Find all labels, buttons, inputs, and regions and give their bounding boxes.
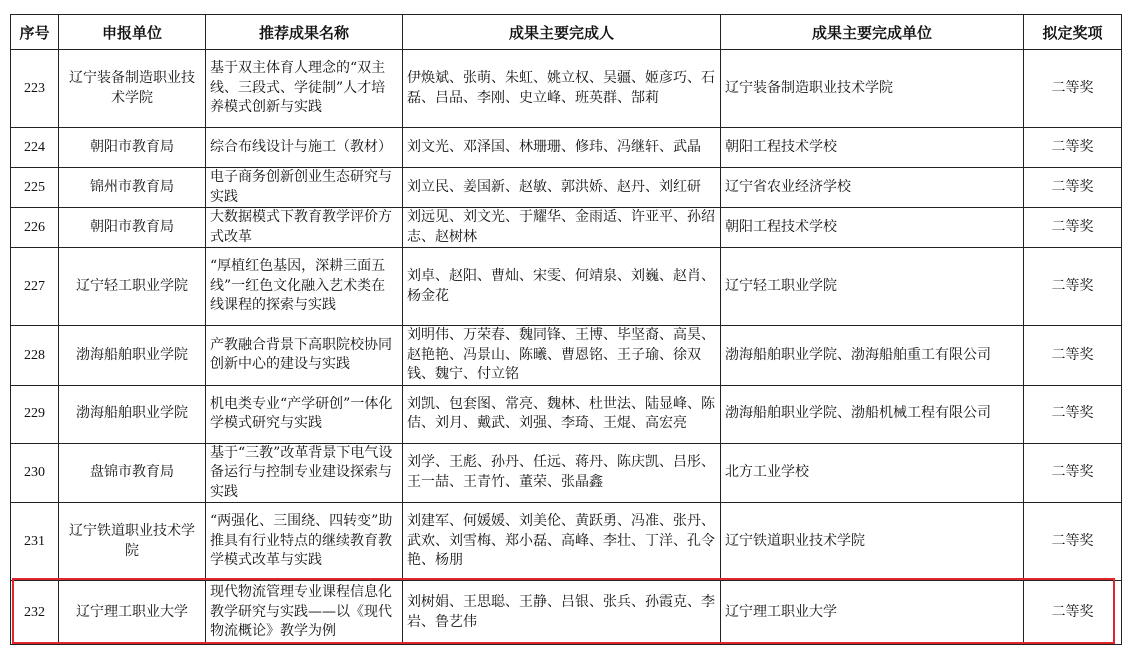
- row-achievement-name: 大数据模式下教育教学评价方式改革: [206, 208, 403, 248]
- row-unit: 辽宁铁道职业技术学院: [59, 503, 206, 581]
- row-unit: 锦州市教育局: [59, 168, 206, 208]
- award-table: [10, 14, 1122, 645]
- row-people: 刘凯、包套图、常亮、魏林、杜世法、陆显峰、陈佶、刘月、戴武、刘强、李琦、王焜、高宏亮: [403, 385, 721, 443]
- row-achievement-name: “两强化、三围绕、四转变”助推具有行业特点的继续教育教学模式改革与实践: [206, 503, 403, 581]
- row-org: 辽宁铁道职业技术学院: [721, 503, 1024, 581]
- table-row: [11, 503, 1122, 581]
- row-people: 刘明伟、万荣春、魏同锋、王博、毕坚裔、高昊、赵艳艳、冯景山、陈曦、曹恩铭、王子瑜、徐双钱、魏宁、付立铭: [403, 326, 721, 386]
- row-people: 刘远见、刘文光、于耀华、金雨适、许亚平、孙绍志、赵树林: [403, 208, 721, 248]
- row-unit: 渤海船舶职业学院: [59, 326, 206, 386]
- row-achievement-name: 产教融合背景下高职院校协同创新中心的建设与实践: [206, 326, 403, 386]
- row-award: 二等奖: [1024, 443, 1122, 503]
- row-org: 辽宁省农业经济学校: [721, 168, 1024, 208]
- header-award: 拟定奖项: [1024, 15, 1122, 50]
- row-seq: 227: [11, 248, 59, 326]
- header-row: [11, 15, 1122, 50]
- header-unit: 申报单位: [59, 15, 206, 50]
- row-people: 刘立民、姜国新、赵敏、郭洪娇、赵丹、刘红研: [403, 168, 721, 208]
- row-org: 辽宁理工职业大学: [721, 581, 1024, 645]
- row-people: 刘卓、赵阳、曹灿、宋雯、何靖泉、刘巍、赵肖、杨金花: [403, 248, 721, 326]
- row-seq: 223: [11, 50, 59, 128]
- table-row: [11, 128, 1122, 168]
- row-org: 朝阳工程技术学校: [721, 128, 1024, 168]
- table-row: [11, 50, 1122, 128]
- header-org: 成果主要完成单位: [721, 15, 1024, 50]
- row-unit: 辽宁理工职业大学: [59, 581, 206, 645]
- row-award: 二等奖: [1024, 581, 1122, 645]
- header-name: 推荐成果名称: [206, 15, 403, 50]
- row-people: 伊焕斌、张萌、朱虹、姚立权、吴疆、姬彦巧、石磊、吕品、李刚、史立峰、班英群、郜莉: [403, 50, 721, 128]
- table-row: [11, 248, 1122, 326]
- table-row: [11, 385, 1122, 443]
- table-row: [11, 168, 1122, 208]
- row-seq: 228: [11, 326, 59, 386]
- row-award: 二等奖: [1024, 168, 1122, 208]
- table-row: [11, 326, 1122, 386]
- row-people: 刘学、王彪、孙丹、任远、蒋丹、陈庆凯、吕彤、王一喆、王青竹、董荣、张晶鑫: [403, 443, 721, 503]
- row-org: 辽宁装备制造职业技术学院: [721, 50, 1024, 128]
- row-org: 北方工业学校: [721, 443, 1024, 503]
- row-unit: 渤海船舶职业学院: [59, 385, 206, 443]
- row-award: 二等奖: [1024, 50, 1122, 128]
- row-people: 刘文光、邓泽国、林珊珊、修玮、冯继轩、武晶: [403, 128, 721, 168]
- row-seq: 231: [11, 503, 59, 581]
- row-achievement-name: 基于双主体育人理念的“双主线、三段式、学徒制”人才培养模式创新与实践: [206, 50, 403, 128]
- row-unit: 辽宁装备制造职业技术学院: [59, 50, 206, 128]
- row-award: 二等奖: [1024, 248, 1122, 326]
- row-achievement-name: “厚植红色基因，深耕三面五线”一红色文化融入艺术类在线课程的探索与实践: [206, 248, 403, 326]
- row-award: 二等奖: [1024, 326, 1122, 386]
- row-award: 二等奖: [1024, 503, 1122, 581]
- row-award: 二等奖: [1024, 208, 1122, 248]
- header-people: 成果主要完成人: [403, 15, 721, 50]
- row-seq: 225: [11, 168, 59, 208]
- row-unit: 辽宁轻工职业学院: [59, 248, 206, 326]
- row-award: 二等奖: [1024, 128, 1122, 168]
- row-seq: 226: [11, 208, 59, 248]
- row-achievement-name: 机电类专业“产学研创”一体化学模式研究与实践: [206, 385, 403, 443]
- row-award: 二等奖: [1024, 385, 1122, 443]
- row-seq: 232: [11, 581, 59, 645]
- row-org: 朝阳工程技术学校: [721, 208, 1024, 248]
- row-achievement-name: 基于“三教”改革背景下电气设备运行与控制专业建设探索与实践: [206, 443, 403, 503]
- row-seq: 224: [11, 128, 59, 168]
- row-org: 辽宁轻工职业学院: [721, 248, 1024, 326]
- table-row: [11, 208, 1122, 248]
- row-unit: 朝阳市教育局: [59, 208, 206, 248]
- row-seq: 229: [11, 385, 59, 443]
- row-org: 渤海船舶职业学院、渤海船舶重工有限公司: [721, 326, 1024, 386]
- table-row: [11, 443, 1122, 503]
- table-row: [11, 581, 1122, 645]
- row-achievement-name: 综合布线设计与施工（教材）: [206, 128, 403, 168]
- header-seq: 序号: [11, 15, 59, 50]
- row-seq: 230: [11, 443, 59, 503]
- row-achievement-name: 现代物流管理专业课程信息化教学研究与实践——以《现代物流概论》教学为例: [206, 581, 403, 645]
- row-unit: 朝阳市教育局: [59, 128, 206, 168]
- row-org: 渤海船舶职业学院、渤船机械工程有限公司: [721, 385, 1024, 443]
- row-people: 刘建军、何媛媛、刘美伦、黄跃勇、冯准、张丹、武欢、刘雪梅、郑小磊、高峰、李壮、丁洋、孔令艳、杨朋: [403, 503, 721, 581]
- row-unit: 盘锦市教育局: [59, 443, 206, 503]
- row-achievement-name: 电子商务创新创业生态研究与实践: [206, 168, 403, 208]
- row-people: 刘树娟、王思聪、王静、吕银、张兵、孙霞克、李岩、鲁艺伟: [403, 581, 721, 645]
